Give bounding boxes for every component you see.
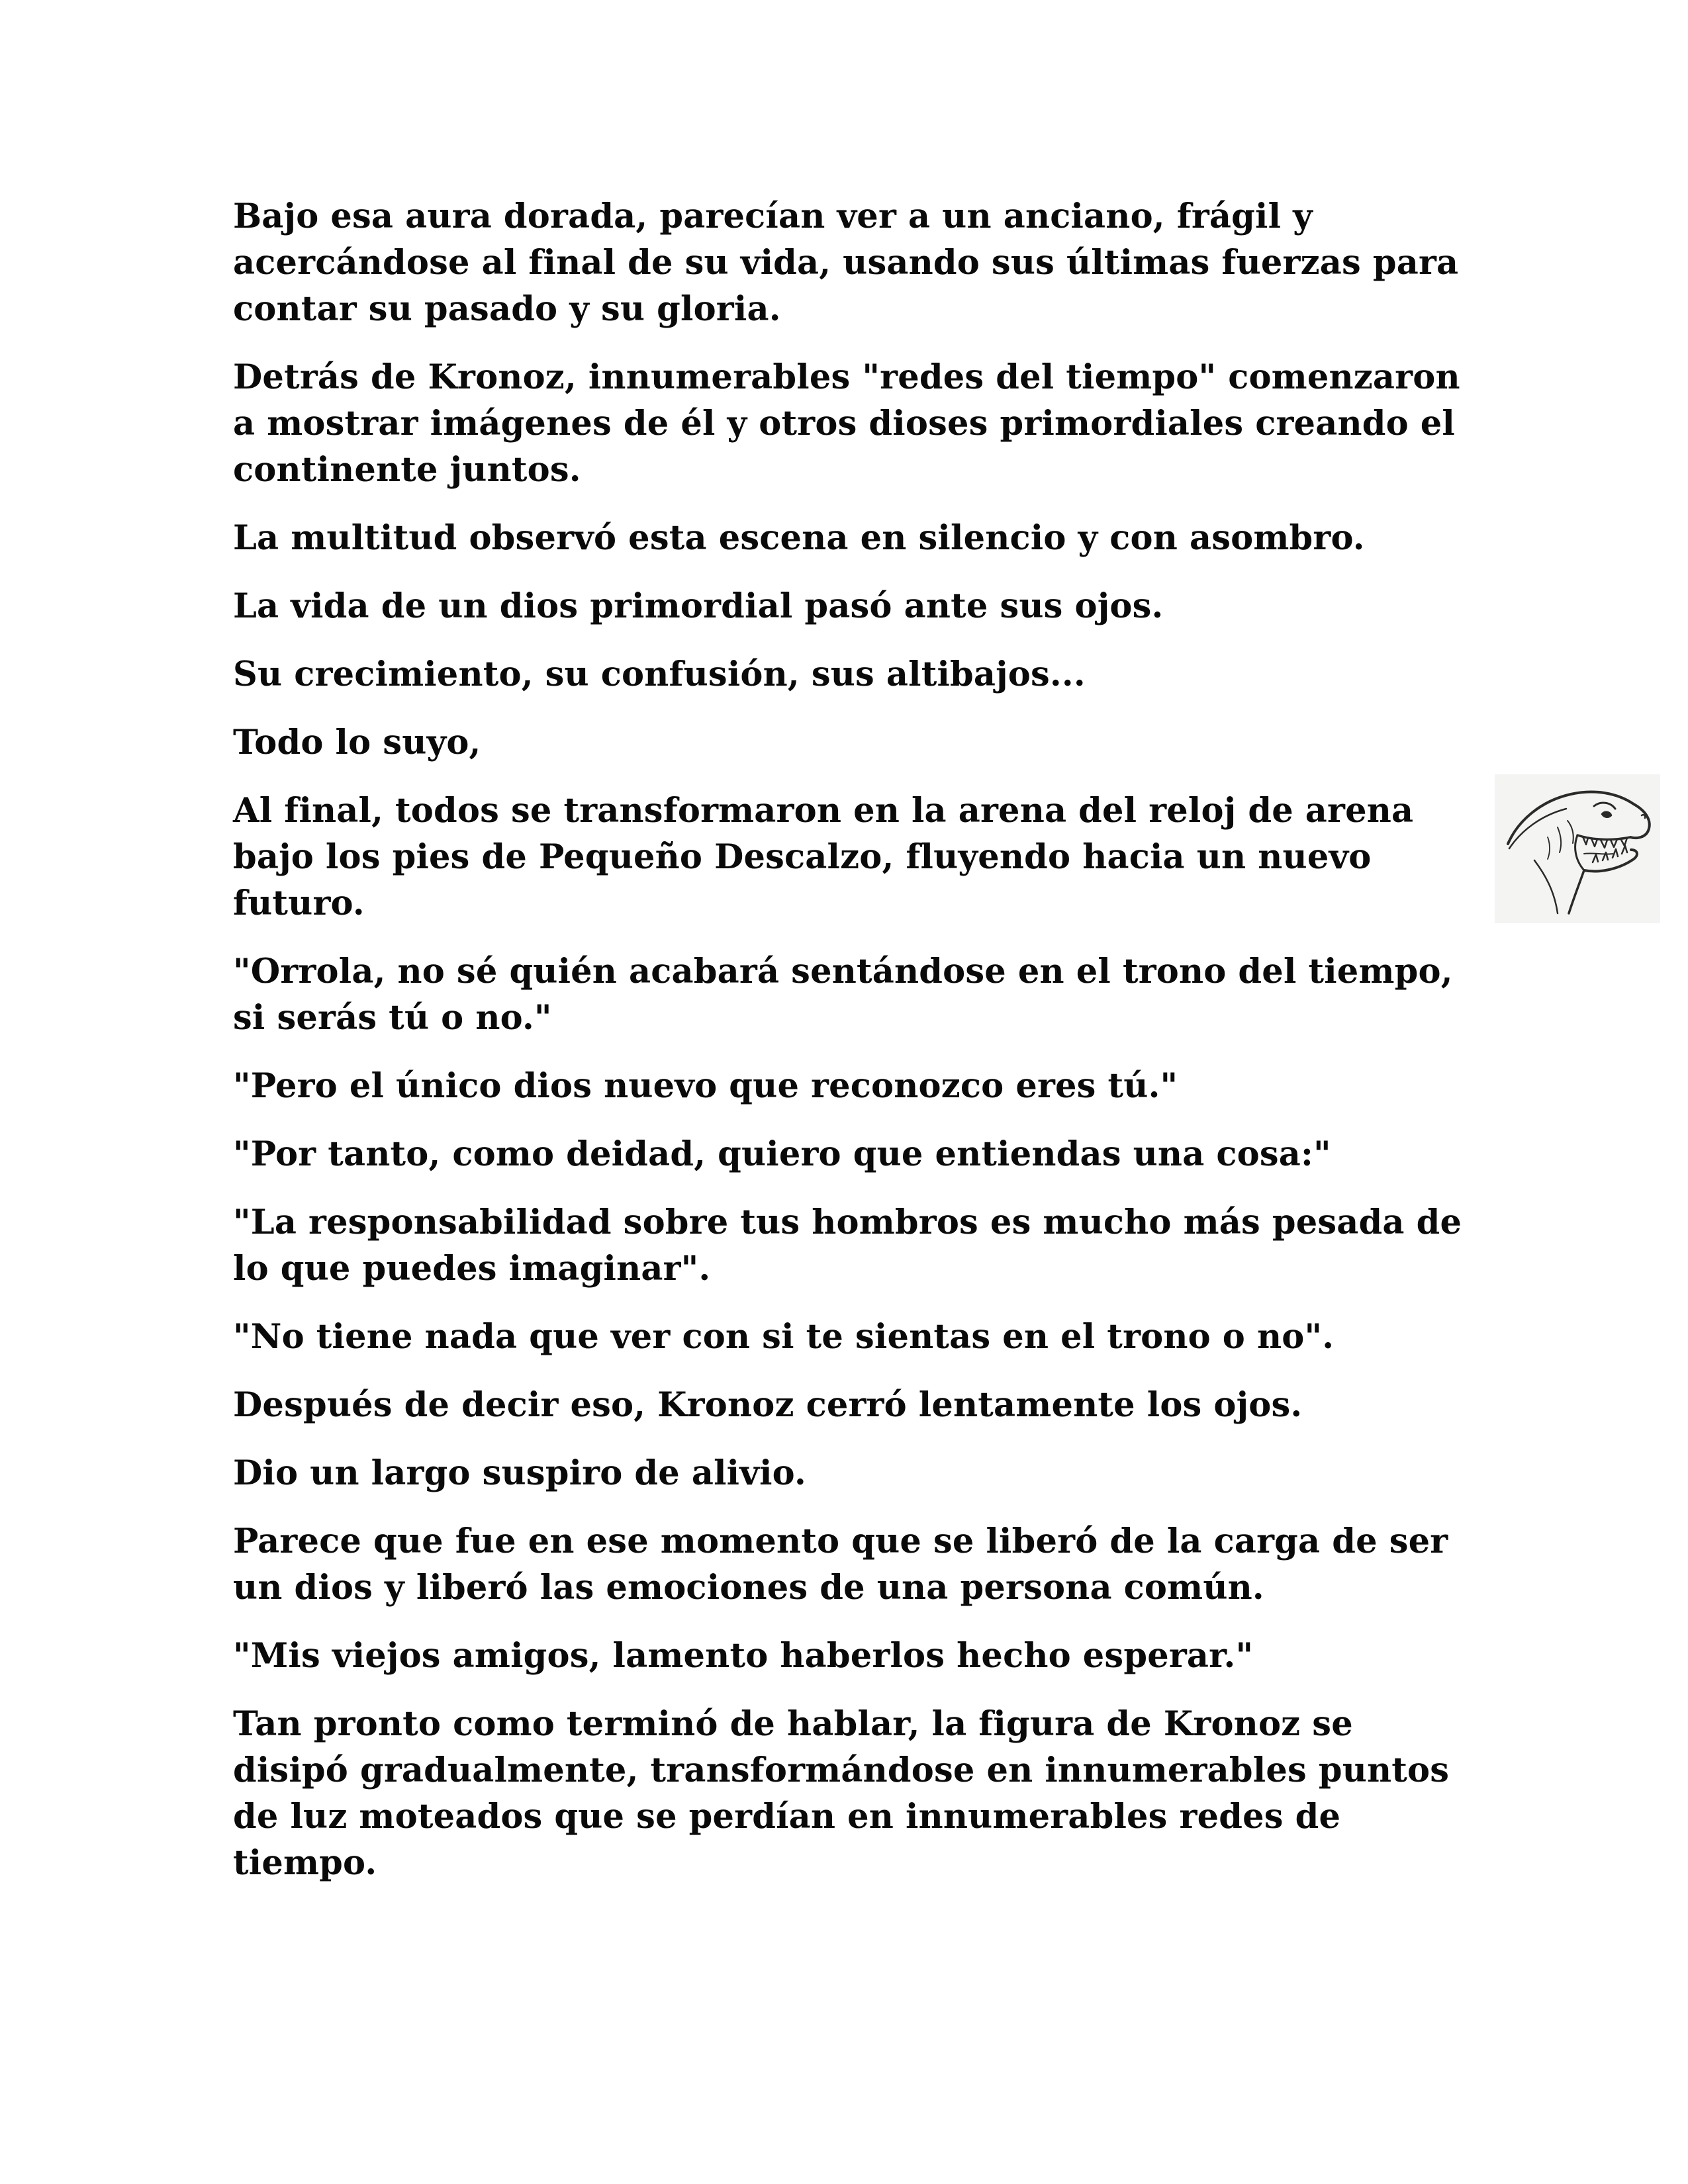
paragraph: "Por tanto, como deidad, quiero que entiendas una cosa:" xyxy=(233,1134,1331,1174)
paragraph: Dio un largo suspiro de alivio. xyxy=(233,1453,806,1493)
paragraph: Todo lo suyo, xyxy=(233,723,481,762)
paragraph: "No tiene nada que ver con si te sientas en el trono o no". xyxy=(233,1317,1335,1357)
paragraph: La vida de un dios primordial pasó ante sus ojos. xyxy=(233,586,1164,626)
paragraph: Su crecimiento, su confusión, sus altibajos... xyxy=(233,655,1086,694)
paragraph: Parece que fue en ese momento que se liberó de la carga de ser un dios y liberó las emociones de una persona común. xyxy=(233,1522,1448,1608)
paragraph: "Mis viejos amigos, lamento haberlos hecho esperar." xyxy=(233,1636,1254,1676)
paragraph: Tan pronto como terminó de hablar, la figura de Kronoz se disipó gradualmente, transformándose en innumerables puntos de luz moteados que se perdían en innumerables redes de tiempo. xyxy=(233,1704,1450,1883)
paragraph: Al final, todos se transformaron en la arena del reloj de arena bajo los pies de Pequeño Descalzo, fluyendo hacia un nuevo futuro. xyxy=(233,791,1414,923)
body-text xyxy=(233,193,1471,1908)
paragraph: Bajo esa aura dorada, parecían ver a un anciano, frágil y acercándose al final de su vida, usando sus últimas fuerzas para contar su pasado y su gloria. xyxy=(233,197,1459,329)
paragraph: "Orrola, no sé quién acabará sentándose en el trono del tiempo, si serás tú o no." xyxy=(233,952,1453,1038)
paragraph: "La responsabilidad sobre tus hombros es mucho más pesada de lo que puedes imaginar". xyxy=(233,1203,1462,1289)
paragraph: "Pero el único dios nuevo que reconozco eres tú." xyxy=(233,1066,1178,1106)
dinosaur-head-sketch-icon xyxy=(1495,774,1660,923)
paragraph: Detrás de Kronoz, innumerables "redes del tiempo" comenzaron a mostrar imágenes de él y otros dioses primordiales creando el continente juntos. xyxy=(233,357,1460,490)
paragraph: Después de decir eso, Kronoz cerró lentamente los ojos. xyxy=(233,1385,1303,1425)
paragraph: La multitud observó esta escena en silencio y con asombro. xyxy=(233,518,1365,558)
